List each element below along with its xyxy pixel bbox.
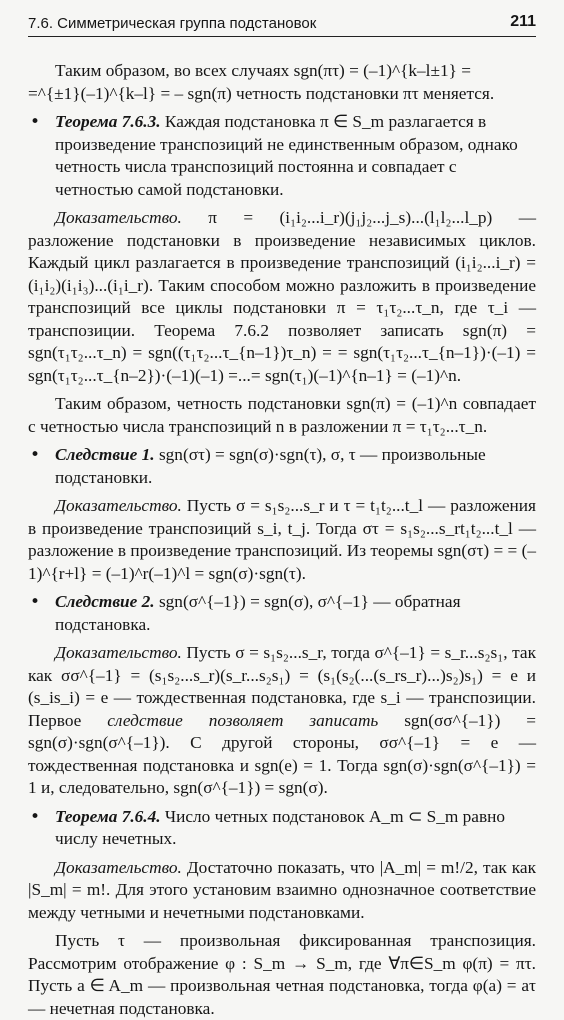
page-content [28, 60, 536, 1020]
text-line: Таким образом, во всех случаях sgn(πτ) = (–1)^{k–l±1} = [55, 61, 471, 80]
bullet-icon: • [30, 592, 41, 612]
proof-text: π = (i₁i₂...i_r)(j₁j₂...j_s)...(l₁l₂...l_p) — разложение подстановки в произведение независимых циклов. Каждый цикл разлагается в произведение транспозиций (i₁i₂...i_r) = (i₁i₂)(i₁i₃)...(i₁i_r). Таким способом можно разложить в произведение транспозиций все циклы подстановки π = τ₁τ₂...τ_n, где τ_i — транспозиции. Теорема 7.6.2 позволяет записать sgn(π) = sgn(τ₁τ₂...τ_n) = sgn((τ₁τ₂...τ_{n–1})τ_n) = = sgn(τ₁τ₂...τ_{n–1})·(–1) = sgn(τ₁τ₂...τ_{n–2})·(–1)(–1) =...= sgn(τ₁)(–1)^{n–1} = (–1)^n. [28, 208, 536, 385]
proof-theorem-7-6-3 [28, 207, 536, 387]
proof-theorem-7-6-4 [28, 857, 536, 925]
proof-label: Доказательство. [55, 643, 182, 662]
theorem-label: Теорема 7.6.4. [55, 806, 161, 826]
paragraph-mapping: Пусть τ — произвольная фиксированная транспозиция. Рассмотрим отображение φ : S_m → S_m, где ∀π∈S_m φ(π) = πτ. Пусть a ∈ A_m — произвольная четная подстановка, тогда φ(a) = aτ — нечетная подстановка. [28, 931, 536, 1018]
text-line: =^{±1}(–1)^{k–l} = – sgn(π) четность подстановки πτ меняется. [28, 83, 495, 103]
proof-label: Доказательство. [55, 208, 182, 227]
proof-text: Пусть σ = s₁s₂...s_r, тогда σ^{–1} = s_r...s₂s₁, так как σσ^{–1} = (s₁s₂...s_r)(s_r...s₂s₁) = (s₁(s₂(...(s_rs_r)...)s₂)s₁) = e и (s_is_i) = e — тождественная подстановка, где s_i — транспозиции. Первое [28, 643, 536, 730]
proof-text: Пусть σ = s₁s₂...s_r и τ = t₁t₂...t_l — разложения в произведение транспозиций s_i, t_j. Тогда στ = s₁s₂...s_rt₁t₂...t_l — разложение в произведение транспозиций. Из теоремы sgn(στ) = = (–1)^{r+l} = (–1)^r(–1)^l = sgn(σ)·sgn(τ). [28, 496, 537, 583]
bullet-icon: • [30, 806, 41, 827]
page-number: 211 [510, 13, 536, 30]
corollary-label: Следствие 1. [55, 445, 155, 464]
proof-corollary-2 [28, 642, 536, 800]
paragraph-sign-change [28, 60, 536, 105]
corollary-1 [28, 444, 536, 489]
proof-label: Доказательство. [55, 857, 182, 877]
corollary-label: Следствие 2. [55, 592, 155, 611]
chapter-title: 7.6. Симметрическая группа подстановок [28, 15, 317, 32]
paragraph-conclusion: Таким образом, четность подстановки sgn(π) = (–1)^n совпадает с четностью числа транспозиций n в разложении π = τ₁τ₂...τ_n. [28, 394, 536, 436]
proof-text: sgn(σσ^{–1}) = sgn(σ)·sgn(σ^{–1}). С другой стороны, σσ^{–1} = e — тождественная подстановка и sgn(e) = 1. Тогда sgn(σ)·sgn(σ^{–1}) = 1 и, следовательно, sgn(σ^{–1}) = sgn(σ). [28, 710, 536, 797]
proof-text: Достаточно показать, что |A_m| = m!/2, так как |S_m| = m!. Для этого установим взаимно однозначное соответствие между четными и нечетными подстановками. [28, 857, 536, 922]
bullet-icon: • [30, 112, 41, 132]
corollary-2 [28, 591, 536, 636]
theorem-text: Число четных подстановок A_m ⊂ S_m равно числу нечетных. [55, 806, 506, 848]
proof-emphasis: следствие позволяет записать [107, 710, 379, 730]
theorem-7-6-4 [28, 806, 536, 851]
running-header [28, 12, 536, 37]
theorem-label: Теорема 7.6.3. [55, 112, 161, 131]
bullet-icon: • [30, 445, 41, 465]
proof-label: Доказательство. [55, 496, 182, 515]
theorem-text: Каждая подстановка π ∈ S_m разлагается в произведение транспозиций не единственным образом, однако четность числа транспозиций постоянна и совпадает с четностью самой подстановки. [55, 112, 518, 199]
proof-corollary-1 [28, 495, 536, 585]
corollary-text: sgn(στ) = sgn(σ)·sgn(τ), σ, τ — произвольные подстановки. [55, 445, 486, 487]
corollary-text: sgn(σ^{–1}) = sgn(σ), σ^{–1} — обратная подстановка. [55, 592, 461, 634]
theorem-7-6-3 [28, 111, 536, 201]
